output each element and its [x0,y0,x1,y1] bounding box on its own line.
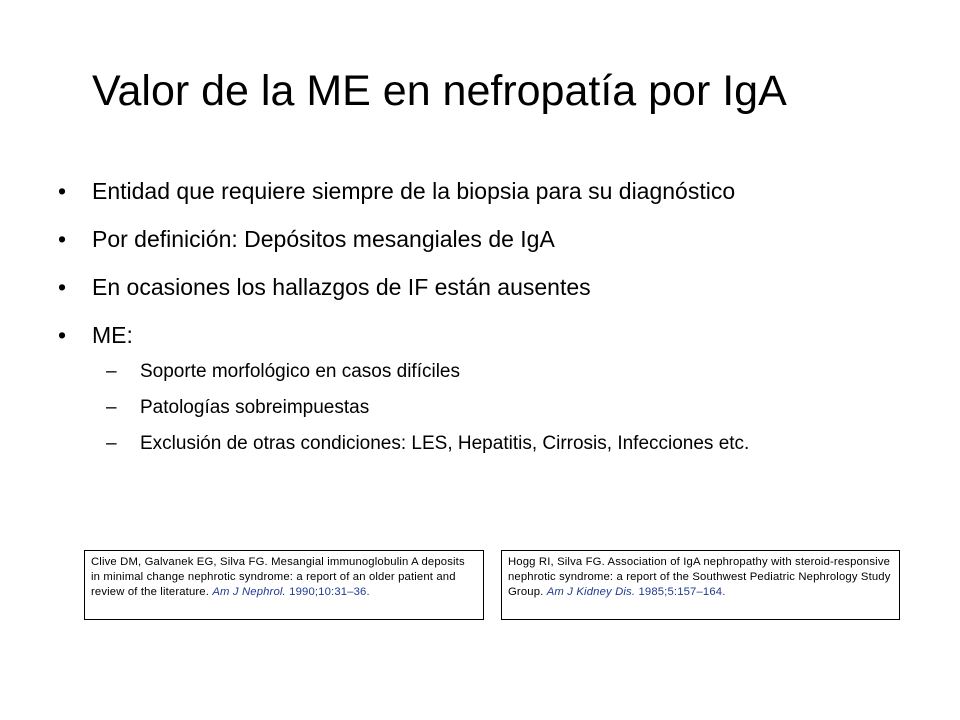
reference-journal: Am J Kidney Dis. [546,586,636,598]
reference-box-clive [84,550,484,620]
bullet-item [58,224,858,254]
sub-bullet-item [58,432,840,456]
reference-citation: 1985;5:157–164. [638,586,726,598]
bullet-text: En ocasiones los hallazgos de IF están ausentes [92,274,591,300]
bullet-marker: • [58,178,67,204]
sub-bullet-item [58,360,858,384]
bullet-item [58,272,858,302]
bullet-item [58,176,858,206]
reference-body: Clive DM, Galvanek EG, Silva FG. Mesangial immunoglobulin A deposits in minimal change nephrotic syndrome: a report of an older patient and review of the literature. [91,556,465,598]
bullet-marker: • [58,226,67,252]
bullet-item [58,320,858,350]
bullet-list [58,176,858,468]
bullet-marker: • [58,274,67,300]
sub-bullet-marker: – [106,433,117,454]
bullet-text: ME: [92,322,133,348]
reference-citation: 1990;10:31–36. [289,586,370,598]
slide-title: Valor de la ME en nefropatía por IgA [92,67,787,115]
bullet-text: Entidad que requiere siempre de la biopsia para su diagnóstico [92,178,736,204]
sub-bullet-marker: – [106,397,117,418]
bullet-text: Por definición: Depósitos mesangiales de IgA [92,226,555,252]
bullet-marker: • [58,322,67,348]
sub-bullet-marker: – [106,361,117,382]
sub-bullet-item [58,396,858,420]
sub-bullet-text: Soporte morfológico en casos difíciles [140,361,460,382]
reference-journal: Am J Nephrol. [212,586,286,598]
reference-box-hogg [501,550,900,620]
reference-body: Hogg RI, Silva FG. Association of IgA nephropathy with steroid-responsive nephrotic syndrome: a report of the Southwest Pediatric Nephrology Study Group. [508,556,891,598]
sub-bullet-text: Exclusión de otras condiciones: LES, Hepatitis, Cirrosis, Infecciones etc. [140,433,750,454]
sub-bullet-text: Patologías sobreimpuestas [140,397,370,418]
